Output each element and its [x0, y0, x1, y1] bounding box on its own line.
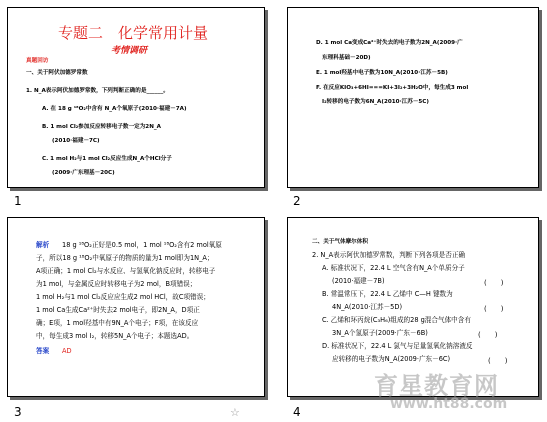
- text-line: 1. N_A表示阿伏加德罗常数，下列判断正确的是______。: [26, 88, 169, 94]
- text-line: 确；E项，1 mol羟基中有9N_A个电子；F项，在该反应: [36, 319, 199, 327]
- slide-number: 1: [14, 194, 22, 208]
- text-line: (2010·福建－7C): [52, 138, 100, 144]
- text-line: 1 mol H₂与1 mol Cl₂反应应生成2 mol HCl，故C项错误；: [36, 293, 210, 301]
- text-line: 3N_A个氢原子(2009·广东－6B): [332, 329, 428, 337]
- text-line: A. 在 18 g ¹⁸O₂中含有 N_A个氧原子(2010·福建－7A): [42, 106, 187, 112]
- analysis-label: 解析: [36, 241, 50, 249]
- slide-2[interactable]: [287, 7, 539, 188]
- text-line: 子，所以18 g ¹⁸O₂中氧原子的物质的量为1 mol即为1N_A；: [36, 254, 214, 262]
- slide-number: 4: [293, 405, 301, 419]
- text-line: E. 1 mol羟基中电子数为10N_A(2010·江苏－5B): [316, 70, 448, 76]
- section-label: 真题回访: [26, 58, 49, 64]
- text-line: 一、关于阿伏加德罗常数: [26, 70, 88, 76]
- slide-title: 专题二 化学常用计量: [58, 24, 209, 42]
- text-line: C. 1 mol H₂与1 mol Cl₂反应生成N_A个HCl分子: [42, 156, 172, 162]
- text-line: A. 标准状况下，22.4 L 空气含有N_A个单质分子: [322, 264, 465, 272]
- text-line: 东理科基础－20D): [322, 55, 371, 61]
- slide-number: 3: [14, 405, 22, 419]
- text-line: C. 乙烯和环丙烷(C₃H₆)组成的28 g混合气体中含有: [322, 316, 471, 324]
- text-line: B. 常温常压下，22.4 L 乙烯中 C—H 键数为: [322, 290, 453, 298]
- slide-3[interactable]: [7, 217, 265, 397]
- answer-value: AD: [62, 347, 72, 355]
- text-line: A项正确；1 mol Cl₂与水反应、与氢氧化钠反应时，转移电子: [36, 267, 216, 275]
- answer-blank: ( ): [484, 279, 504, 287]
- text-line: 应转移的电子数为N_A(2009·广东－6C): [332, 355, 451, 363]
- watermark-logo: 育星教育网: [374, 372, 499, 400]
- text-line: 1 mol Ca生成Ca²⁺时失去2 mol电子，即2N_A，D项正: [36, 306, 200, 314]
- text-line: 为1 mol，与金属反应时转移电子为2 mol，B项错误；: [36, 280, 197, 288]
- answer-blank: ( ): [488, 357, 508, 365]
- text-line: D. 1 mol Ca变成Ca²⁺时失去的电子数为2N_A(2009·广: [316, 40, 463, 46]
- answer-label: 答案: [36, 347, 50, 355]
- text-line: (2010·福建－7B): [332, 277, 385, 285]
- text-line: 二、关于气体摩尔体积: [312, 239, 368, 245]
- text-line: (2009·广东理基－20C): [52, 170, 115, 176]
- text-line: 2. N_A表示阿伏加德罗常数，判断下列各项是否正确: [312, 251, 466, 259]
- watermark-url: www.ht88.com: [390, 396, 508, 412]
- text-line: B. 1 mol Cl₂参加反应转移电子数一定为2N_A: [42, 124, 162, 130]
- text-line: I₂转移的电子数为6N_A(2010·江苏－5C): [322, 99, 429, 105]
- slide-number: 2: [293, 194, 301, 208]
- text-line: 4N_A(2010·江苏－5D): [332, 303, 403, 311]
- answer-blank: ( ): [484, 305, 504, 313]
- text-line: F. 在反应KIO₃+6HI===KI+3I₂+3H₂O中，每生成3 mol: [316, 85, 469, 91]
- star-icon: ☆: [230, 406, 240, 419]
- slide-subtitle: 考情调研: [111, 46, 148, 56]
- text-line: 18 g ¹⁸O₂正好是0.5 mol，1 mol ¹⁸O₂含有2 mol氧原: [62, 241, 222, 249]
- text-line: 中，每生成3 mol I₂，转移5N_A个电子；本题选AD。: [36, 332, 194, 340]
- text-line: D. 标准状况下，22.4 L 氯气与足量氢氧化钠溶液反: [322, 342, 473, 350]
- answer-blank: ( ): [478, 331, 498, 339]
- slide-1[interactable]: [7, 7, 265, 188]
